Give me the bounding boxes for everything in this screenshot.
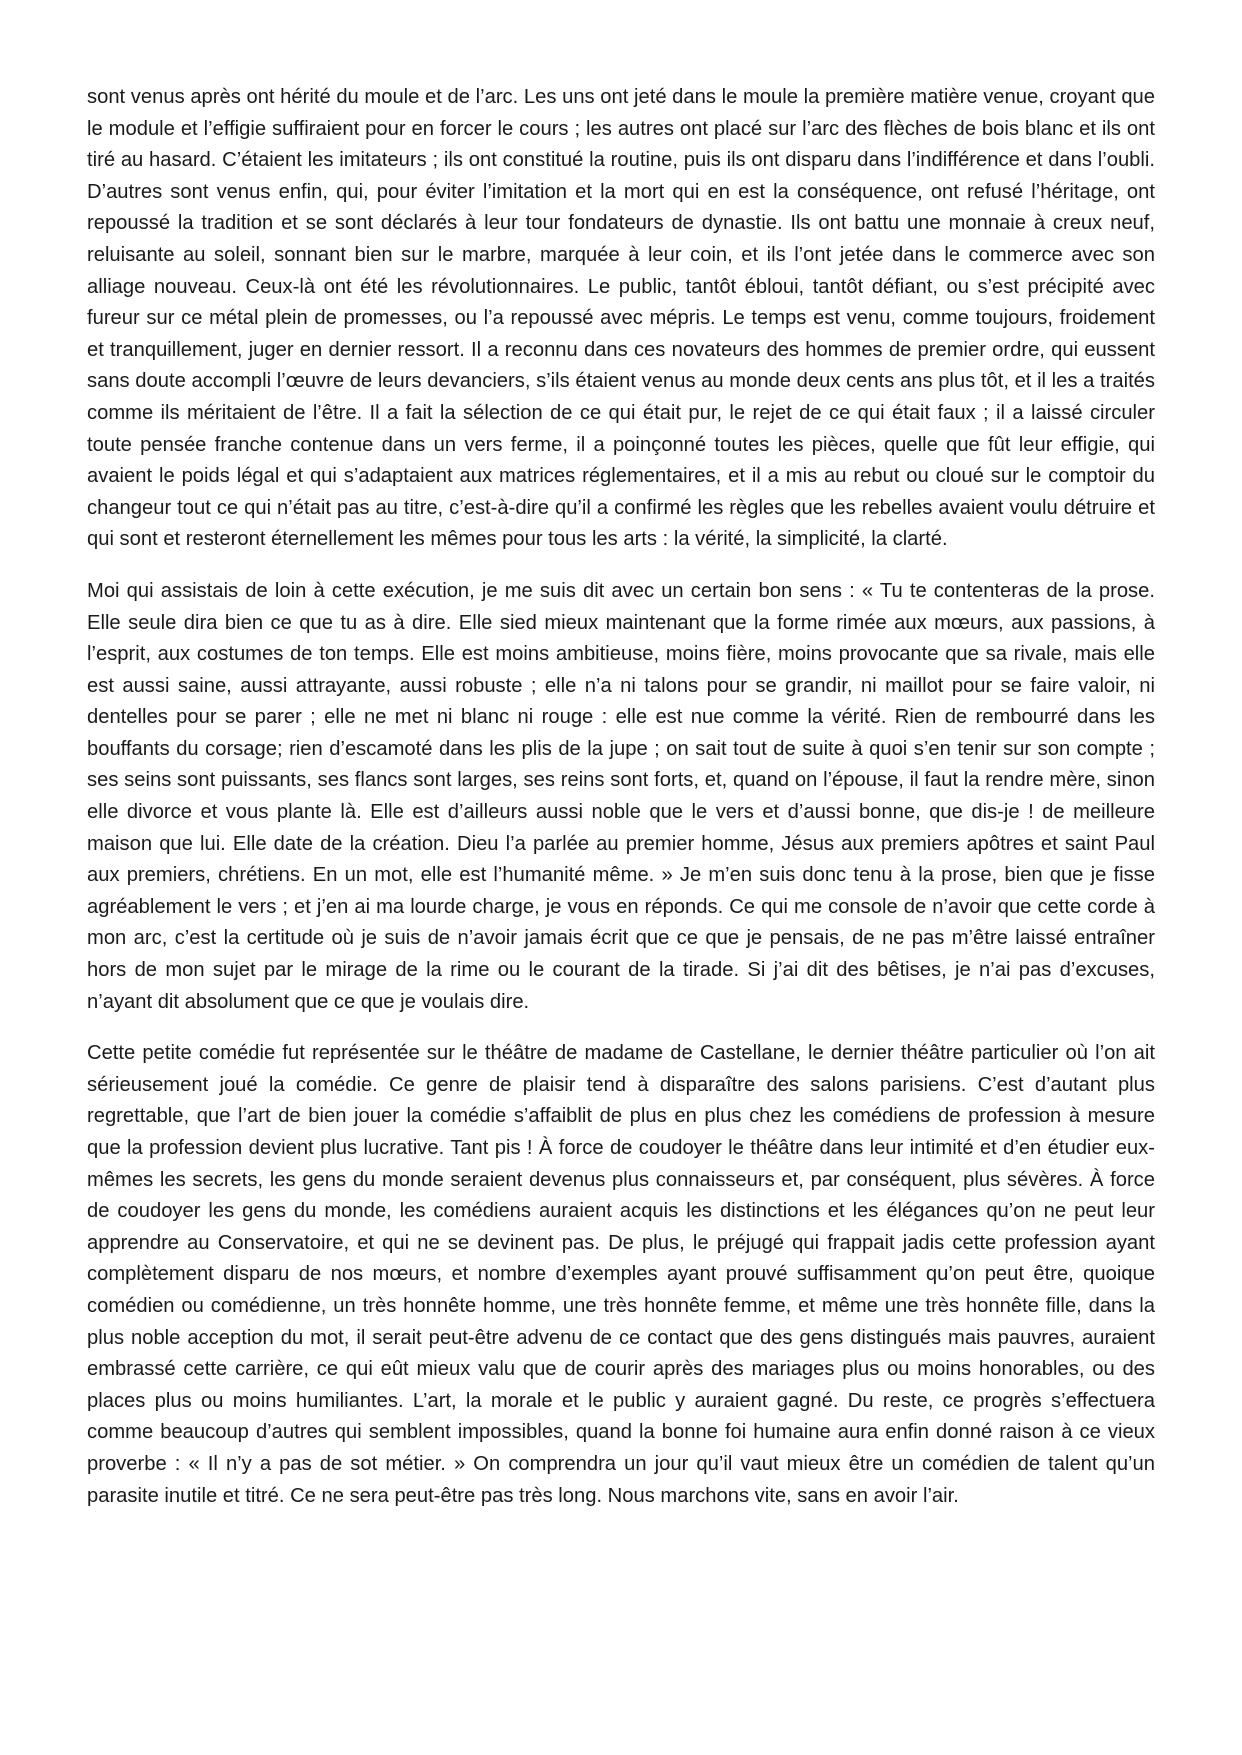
paragraph-2: Moi qui assistais de loin à cette exécution, je me suis dit avec un certain bon sens : « Tu te contenteras de la prose. Elle seule dira bien ce que tu as à dire. Elle sied mieux maintenant que la forme rimée aux mœurs, aux passions, à l’esprit, aux costumes de ton temps. Elle est moins ambitieuse, moins fière, moins provocante que sa rivale, mais elle est aussi saine, aussi attrayante, aussi robuste ; elle n’a ni talons pour se grandir, ni maillot pour se faire valoir, ni dentelles pour se parer ; elle ne met ni blanc ni rouge : elle est nue comme la vérité. Rien de rembourré dans les bouffants du corsage; rien d’escamoté dans les plis de la jupe ; on sait tout de suite à quoi s’en tenir sur son compte ; ses seins sont puissants, ses flancs sont larges, ses reins sont forts, et, quand on l’épouse, il faut la rendre mère, sinon elle divorce et vous plante là. Elle est d’ailleurs aussi noble que le vers et d’aussi bonne, que dis-je ! de meilleure maison que lui. Elle date de la création. Dieu l’a parlée au premier homme, Jésus aux premiers apôtres et saint Paul aux premiers, chrétiens. En un mot, elle est l’humanité même. » Je m’en suis donc tenu à la prose, bien que je fisse agréablement le vers ; et j’en ai ma lourde charge, je vous en réponds. Ce qui me console de n’avoir que cette corde à mon arc, c’est la certitude où je suis de n’avoir jamais écrit que ce que je pensais, de ne pas m’être laissé entraîner hors de mon sujet par le mirage de la rime ou le courant de la tirade. Si j’ai dit des bêtises, je n’ai pas d’excuses, n’ayant dit absolument que ce que je voulais dire. xyxy=(87,579,1155,1013)
paragraph-3: Cette petite comédie fut représentée sur le théâtre de madame de Castellane, le dernier théâtre particulier où l’on ait sérieusement joué la comédie. Ce genre de plaisir tend à disparaître des salons parisiens. C’est d’autant plus regrettable, que l’art de bien jouer la comédie s’affaiblit de plus en plus chez les comédiens de profession à mesure que la profession devient plus lucrative. Tant pis ! À force de coudoyer le théâtre dans leur intimité et d’en étudier eux-mêmes les secrets, les gens du monde seraient devenus plus connaisseurs et, par conséquent, plus sévères. À force de coudoyer les gens du monde, les comédiens auraient acquis les distinctions et les élégances qu’on ne peut leur apprendre au Conservatoire, et qui ne se devinent pas. De plus, le préjugé qui frappait jadis cette profession ayant complètement disparu de nos mœurs, et nombre d’exemples ayant prouvé suffisamment qu’on peut être, quoique comédien ou comédienne, un très honnête homme, une très honnête femme, et même une très honnête fille, dans la plus noble acception du mot, il serait peut-être advenu de ce contact que des gens distingués mais pauvres, auraient embrassé cette carrière, ce qui eût mieux valu que de courir après des mariages plus ou moins honorables, ou des places plus ou moins humiliantes. L’art, la morale et le public y auraient gagné. Du reste, ce progrès s’effectuera comme beaucoup d’autres qui semblent impossibles, quand la bonne foi humaine aura enfin donné raison à ce vieux proverbe : « Il n’y a pas de sot métier. » On comprendra un jour qu’il vaut mieux être un comédien de talent qu’un parasite inutile et titré. Ce ne sera peut-être pas très long. Nous marchons vite, sans en avoir l’air. xyxy=(87,1042,1155,1507)
paragraph-1: sont venus après ont hérité du moule et de l’arc. Les uns ont jeté dans le moule la première matière venue, croyant que le module et l’effigie suffiraient pour en forcer le cours ; les autres ont placé sur l’arc des flèches de bois blanc et ils ont tiré au hasard. C’étaient les imitateurs ; ils ont constitué la routine, puis ils ont disparu dans l’indifférence et dans l’oubli. D’autres sont venus enfin, qui, pour éviter l’imitation et la mort qui en est la conséquence, ont refusé l’héritage, ont repoussé la tradition et se sont déclarés à leur tour fondateurs de dynastie. Ils ont battu une monnaie à creux neuf, reluisante au soleil, sonnant bien sur le marbre, marquée à leur coin, et ils l’ont jetée dans le commerce avec son alliage nouveau. Ceux-là ont été les révolutionnaires. Le public, tantôt ébloui, tantôt défiant, ou s’est précipité avec fureur sur ce métal plein de promesses, ou l’a repoussé avec mépris. Le temps est venu, comme toujours, froidement et tranquillement, juger en dernier ressort. Il a reconnu dans ces novateurs des hommes de premier ordre, qui eussent sans doute accompli l’œuvre de leurs devanciers, s’ils étaient venus au monde deux cents ans plus tôt, et il les a traités comme ils méritaient de l’être. Il a fait la sélection de ce qui était pur, le rejet de ce qui était faux ; il a laissé circuler toute pensée franche contenue dans un vers ferme, il a poinçonné toutes les pièces, quelle que fût leur effigie, qui avaient le poids légal et qui s’adaptaient aux matrices réglementaires, et il a mis au rebut ou cloué sur le comptoir du changeur tout ce qui n’était pas au titre, c’est-à-dire qu’il a confirmé les règles que les rebelles avaient voulu détruire et qui sont et resteront éternellement les mêmes pour tous les arts : la vérité, la simplicité, la clarté. xyxy=(87,86,1155,551)
document-page xyxy=(87,82,1155,1512)
